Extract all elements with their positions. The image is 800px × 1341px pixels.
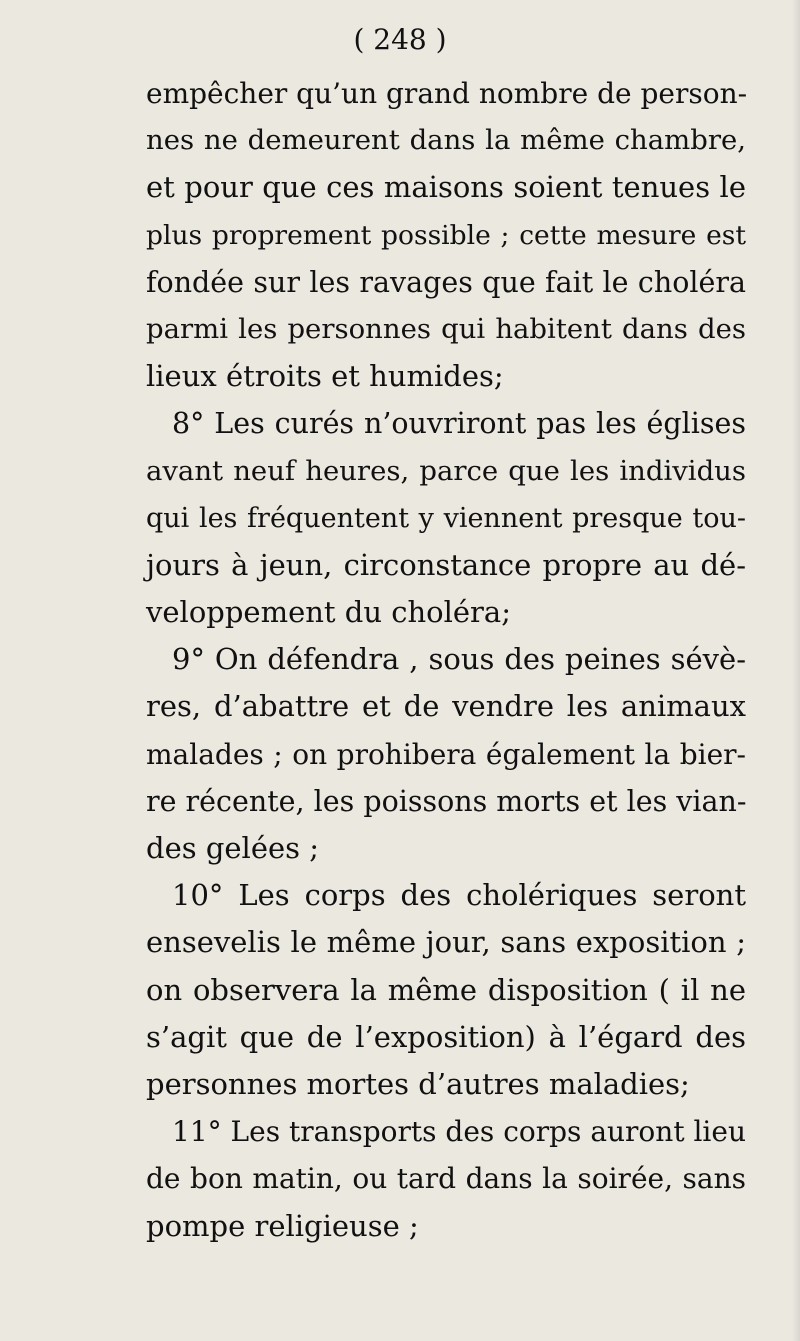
text-line: pompe religieuse ;	[146, 1208, 419, 1243]
text-line: malades ; on prohibera également la bier-	[146, 737, 746, 771]
text-line: 11° Les transports des corps auront lieu	[172, 1115, 746, 1149]
text-line: des gelées ;	[146, 831, 320, 865]
text-line: et pour que ces maisons soient tenues le	[146, 170, 746, 205]
text-line: 9° On défendra , sous des peines sévè-	[172, 642, 746, 677]
text-line: avant neuf heures, parce que les individus	[146, 454, 746, 487]
text-line: ensevelis le même jour, sans exposition ;	[146, 925, 746, 960]
text-line: s’agit que de l’exposition) à l’égard des	[146, 1019, 746, 1054]
text-line: 10° Les corps des cholériques seront	[172, 878, 746, 913]
page-number: ( 248 )	[353, 23, 447, 56]
text-line: lieux étroits et humides;	[146, 359, 504, 394]
text-line: qui les fréquentent y viennent presque tou-	[146, 502, 746, 534]
text-line: fondée sur les ravages que fait le choléra	[146, 265, 746, 299]
text-line: res, d’abattre et de vendre les animaux	[146, 689, 746, 724]
text-line: de bon matin, ou tard dans la soirée, sans	[146, 1162, 746, 1196]
text-line: 8° Les curés n’ouvriront pas les églises	[172, 407, 746, 441]
text-line: veloppement du choléra;	[146, 595, 511, 630]
text-line: empêcher qu’un grand nombre de person-	[146, 77, 748, 110]
text-line: plus proprement possible ; cette mesure est	[146, 219, 746, 251]
body-text	[146, 70, 746, 1250]
text-line: jours à jeun, circonstance propre au dé-	[146, 547, 746, 582]
text-line: parmi les personnes qui habitent dans des	[146, 312, 746, 345]
text-line: personnes mortes d’autres maladies;	[146, 1066, 690, 1101]
text-line: nes ne demeurent dans la même chambre,	[146, 124, 746, 157]
text-line: re récente, les poissons morts et les vian-	[146, 784, 747, 818]
text-line: on observera la même disposition ( il ne	[146, 972, 746, 1007]
